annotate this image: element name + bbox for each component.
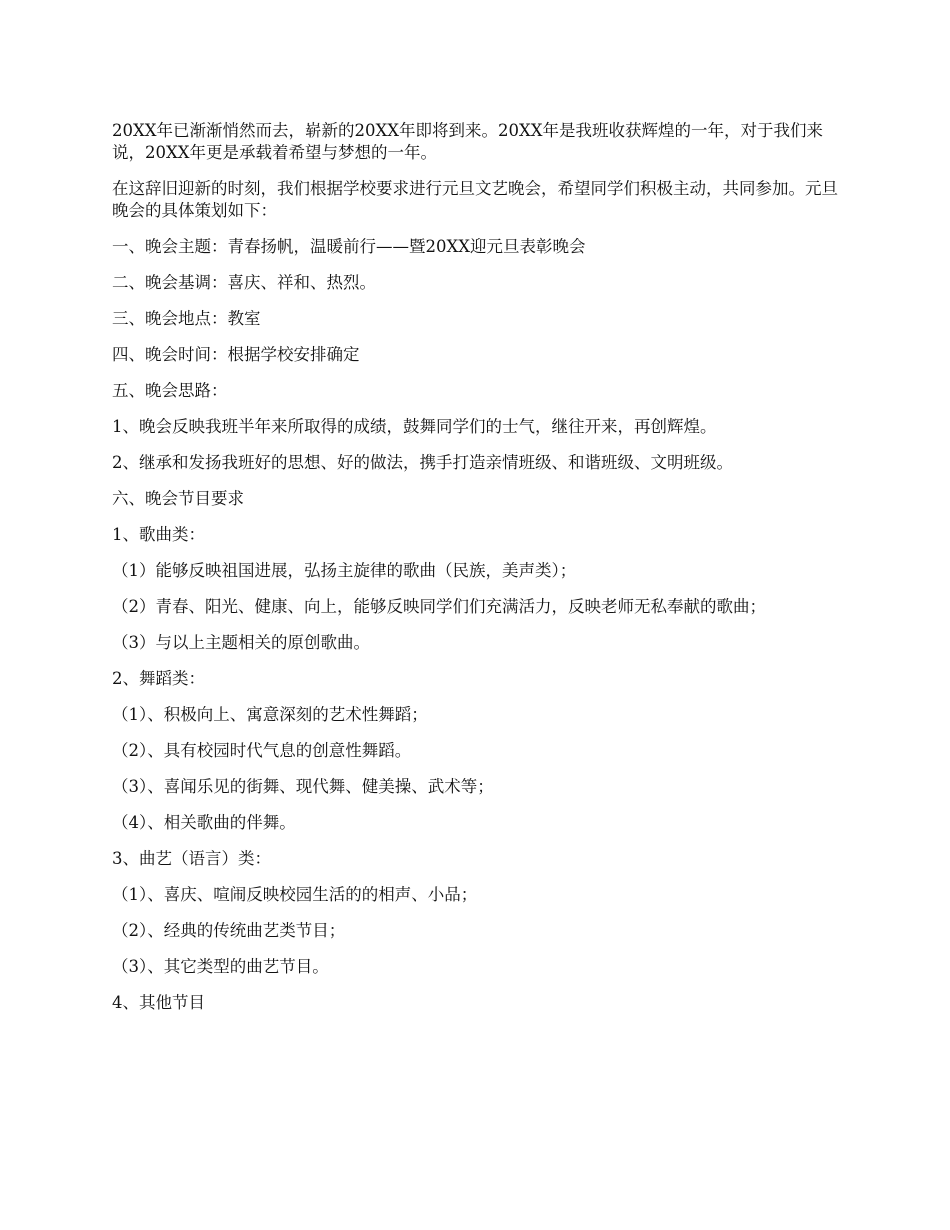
section-ideas: 五、晚会思路： <box>112 381 228 400</box>
section-theme: 一、晚会主题：青春扬帆，温暖前行——暨20XX迎元旦表彰晚会 <box>112 237 586 256</box>
intro-paragraph: 20XX年已渐渐悄然而去，崭新的20XX年即将到来。20XX年是我班收获辉煌的一年，对于我们来说，20XX年更是承载着希望与梦想的一年。 <box>112 121 823 162</box>
category-other: 4、其他节目 <box>112 993 205 1012</box>
quyi-item-1: （1）、喜庆、喧闹反映校园生活的的相声、小品； <box>112 885 478 904</box>
section-time: 四、晚会时间：根据学校安排确定 <box>112 345 360 364</box>
dance-item-2: （2）、具有校园时代气息的创意性舞蹈。 <box>112 741 412 760</box>
songs-item-2: （2）青春、阳光、健康、向上，能够反映同学们们充满活力，反映老师无私奉献的歌曲； <box>112 597 766 616</box>
category-dance: 2、舞蹈类： <box>112 669 205 688</box>
plan-intro-paragraph: 在这辞旧迎新的时刻，我们根据学校要求进行元旦文艺晚会，希望同学们积极主动，共同参加。元旦晚会的具体策划如下： <box>112 179 838 220</box>
songs-item-3: （3）与以上主题相关的原创歌曲。 <box>112 633 370 652</box>
section-tone: 二、晚会基调：喜庆、祥和、热烈。 <box>112 273 376 292</box>
category-quyi: 3、曲艺（语言）类： <box>112 849 271 868</box>
document-page <box>112 120 842 1028</box>
dance-item-4: （4）、相关歌曲的伴舞。 <box>112 813 296 832</box>
quyi-item-2: （2）、经典的传统曲艺类节目； <box>112 921 346 940</box>
quyi-item-3: （3）、其它类型的曲艺节目。 <box>112 957 329 976</box>
dance-item-3: （3）、喜闻乐见的街舞、现代舞、健美操、武术等； <box>112 777 494 796</box>
ideas-item-1: 1、晚会反映我班半年来所取得的成绩，鼓舞同学们的士气，继往开来，再创辉煌。 <box>112 417 717 436</box>
category-songs: 1、歌曲类： <box>112 525 205 544</box>
section-program-requirements: 六、晚会节目要求 <box>112 489 244 508</box>
songs-item-1: （1）能够反映祖国进展，弘扬主旋律的歌曲（民族，美声类）； <box>112 561 577 580</box>
section-location: 三、晚会地点：教室 <box>112 309 261 328</box>
dance-item-1: （1）、积极向上、寓意深刻的艺术性舞蹈； <box>112 705 428 724</box>
ideas-item-2: 2、继承和发扬我班好的思想、好的做法，携手打造亲情班级、和谐班级、文明班级。 <box>112 453 733 472</box>
